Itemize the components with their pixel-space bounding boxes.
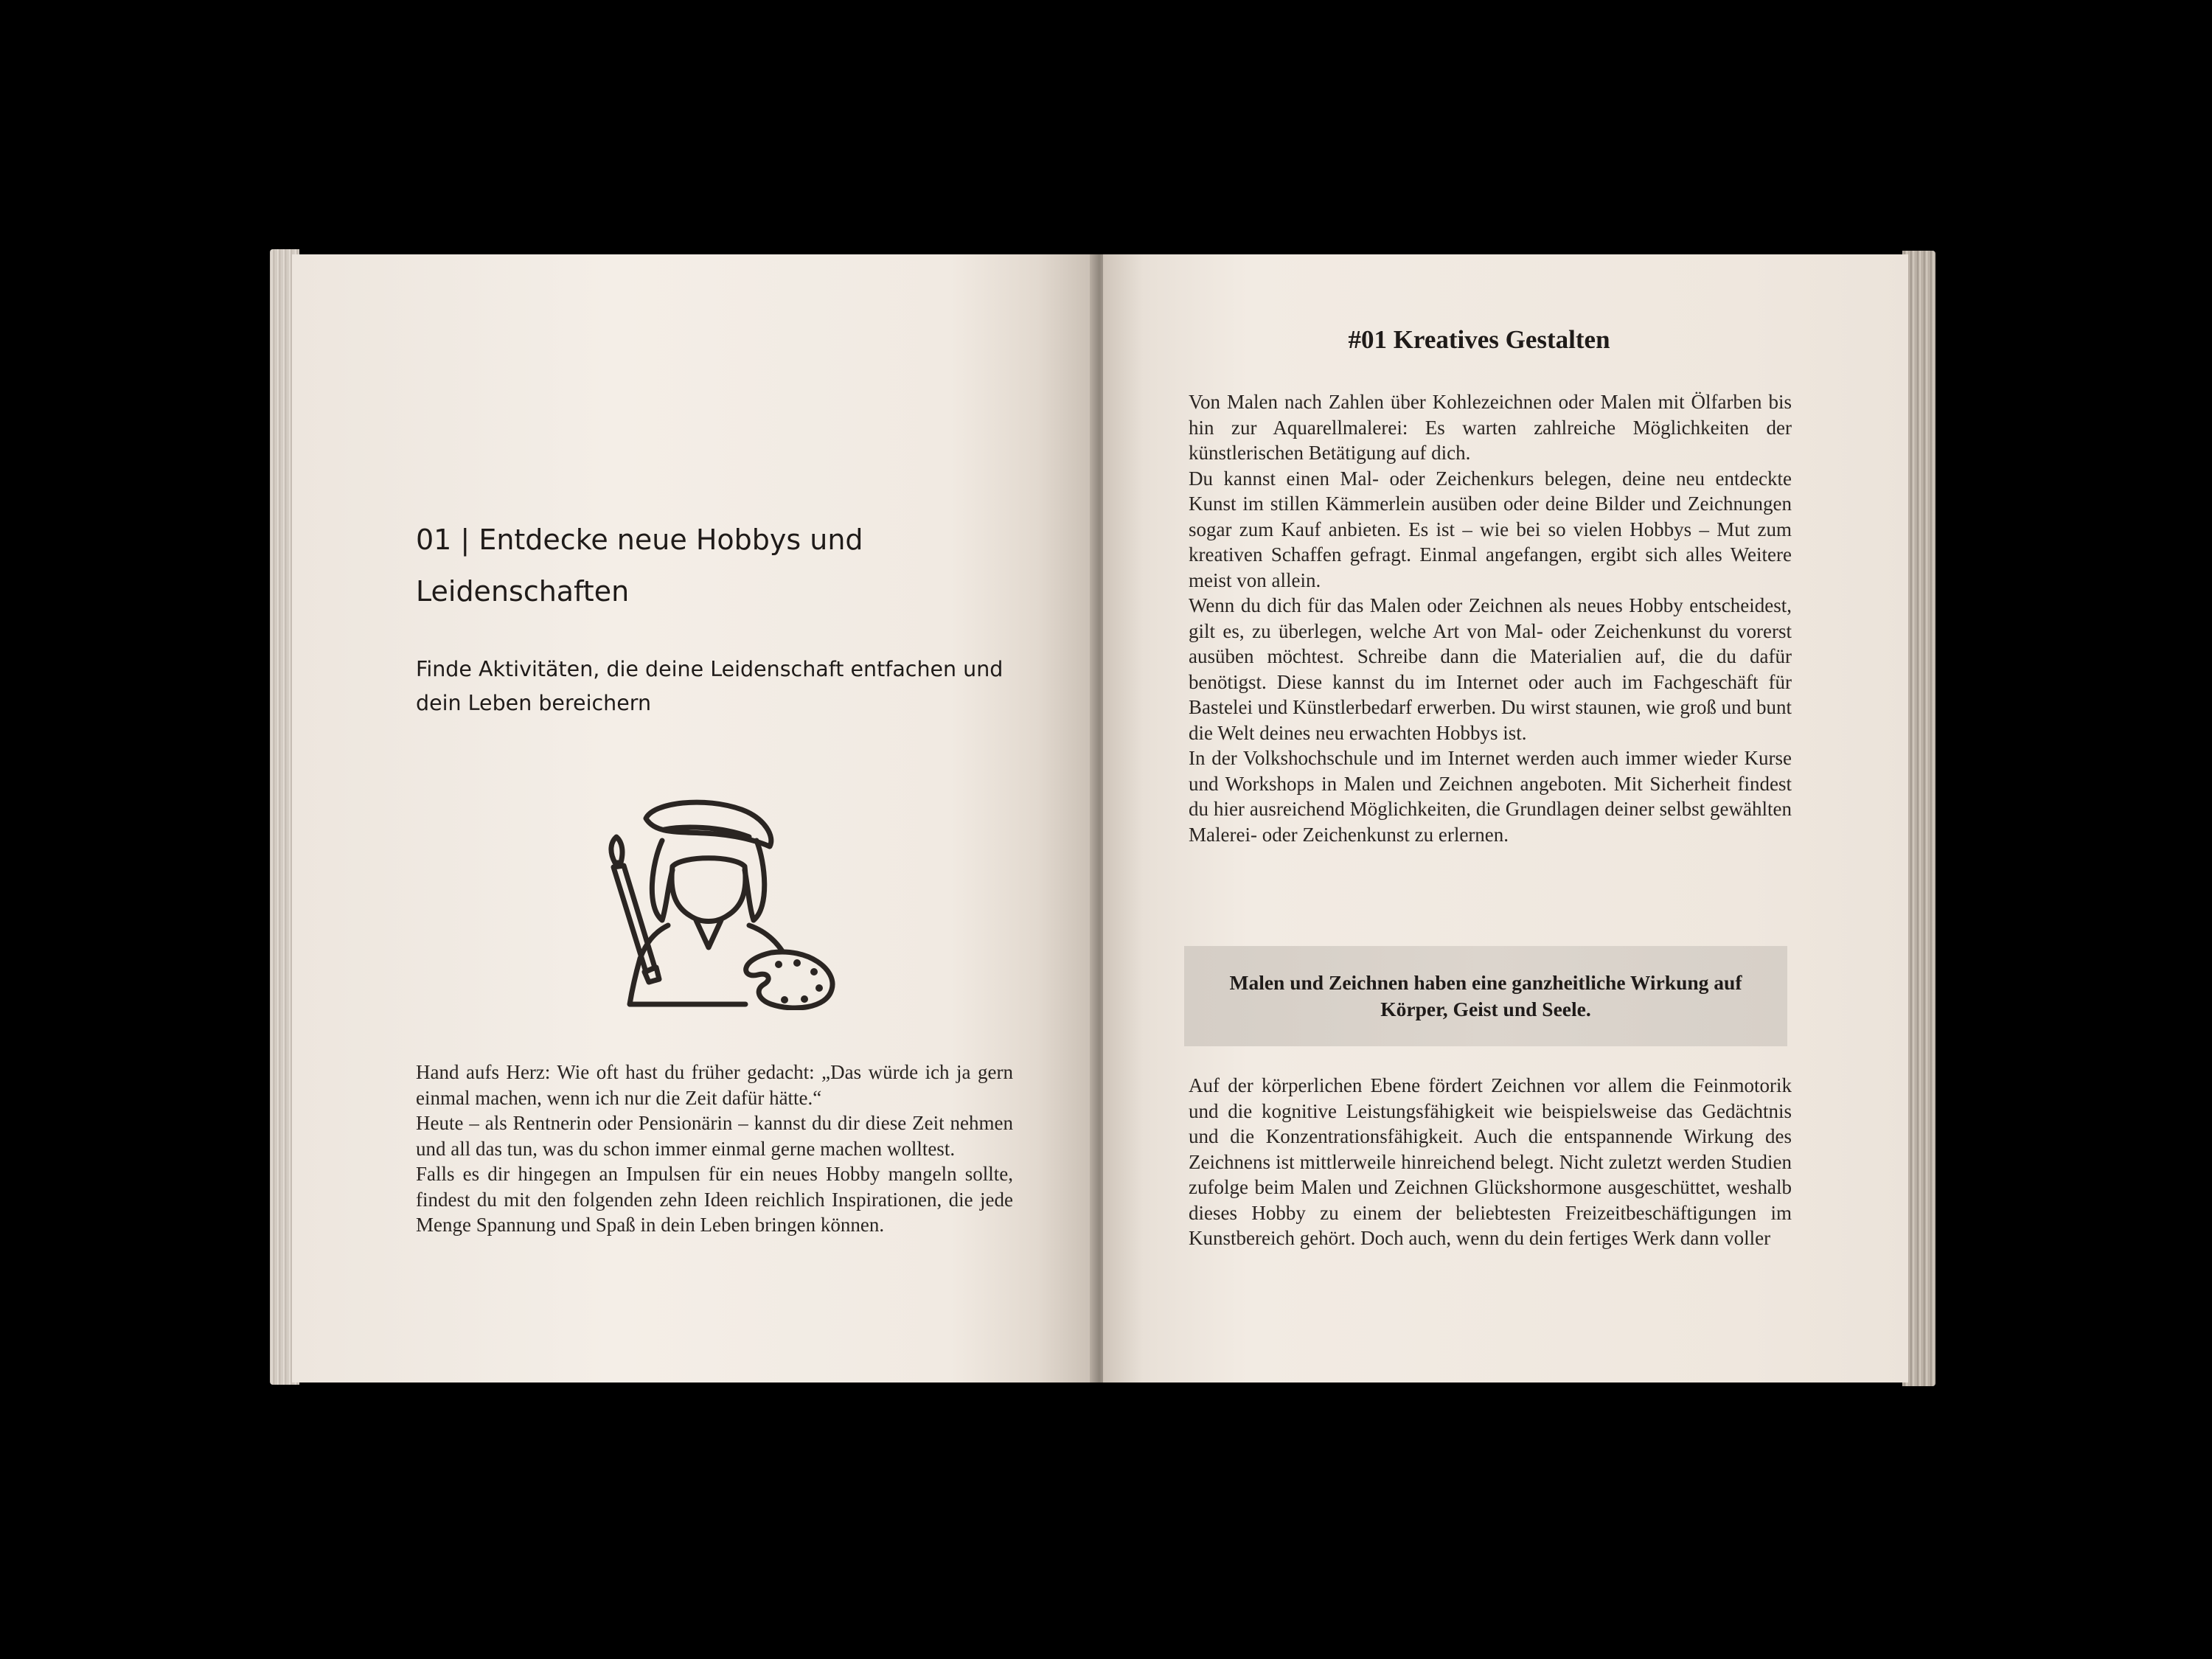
paragraph: Heute – als Rentnerin oder Pensionärin – kannst du dir diese Zeit nehmen und all das tun, was du schon immer einmal gerne machen wolltest. [416,1112,1013,1160]
left-page-body [416,1060,1013,1238]
paragraph: Hand aufs Herz: Wie oft hast du früher gedacht: „Das würde ich ja gern einmal machen, wenn ich nur die Zeit dafür hätte.“ [416,1061,1013,1109]
paragraph: In der Volkshochschule und im Internet werden auch immer wieder Kurse und Workshops in Malen und Zeichnen angeboten. Mit Sicherheit findest du hier ausreichend Möglichkeiten, die Grundlagen deiner selbst gewählten Malerei- oder Zeichenkunst zu erlernen. [1189,747,1792,846]
highlight-box [1184,946,1787,1046]
highlight-text: Malen und Zeichnen haben eine ganzheitliche Wirkung auf Körper, Geist und Seele. [1229,971,1742,1020]
right-page-body [1189,389,1792,847]
paragraph: Wenn du dich für das Malen oder Zeichnen als neues Hobby entscheidest, gilt es, zu überlegen, welche Art von Mal- oder Zeichenkunst du vorerst ausüben möchtest. Schreibe dann die Materialien auf, die du dafür benötigst. Diese kannst du im Internet oder auch im Fachgeschäft für Bastelei und Künstlerbedarf erwerben. Du wirst staunen, wie groß und bunt die Welt deines neu erwachten Hobbys ist. [1189,594,1792,744]
section-title: #01 Kreatives Gestalten [1348,325,1610,354]
painter-with-brush-and-palette-icon [594,796,845,1010]
right-page [1103,254,1908,1382]
right-page-body-continued [1189,1073,1792,1251]
paragraph: Du kannst einen Mal- oder Zeichenkurs belegen, deine neu entdeckte Kunst im stillen Kämmerlein ausüben oder deine Bilder und Zeichnungen sogar zum Kauf anbieten. Es ist – wie bei so vielen Hobbys – Mut zum kreativen Schaffen gefragt. Einmal angefangen, ergibt sich alles Weitere meist von allein. [1189,467,1792,591]
paragraph: Falls es dir hingegen an Impulsen für ein neues Hobby mangeln sollte, findest du mit den folgenden zehn Ideen reichlich Inspirationen, die jede Menge Spannung und Spaß in dein Leben bringen können. [416,1163,1013,1236]
paragraph: Auf der körperlichen Ebene fördert Zeichnen vor allem die Feinmotorik und die kognitive Leistungsfähigkeit wie beispielsweise das Gedächtnis und die Konzentrationsfähigkeit. Auch die entspannende Wirkung des Zeichnens ist mittlerweile hinreichend belegt. Nicht zuletzt werden Studien zufolge beim Malen und Zeichnen Glückshormone ausgeschüttet, weshalb dieses Hobby zu einem der beliebtesten Freizeitbeschäftigungen im Kunstbereich gehört. Doch auch, wenn du dein fertiges Werk dann voller [1189,1074,1792,1249]
paragraph: Von Malen nach Zahlen über Kohlezeichnen oder Malen mit Ölfarben bis hin zur Aquarellmalerei: Es warten zahlreiche Möglichkeiten der künstlerischen Betätigung auf dich. [1189,391,1792,464]
chapter-title: 01 | Entdecke neue Hobbys und Leidenschaften [416,524,863,608]
chapter-subtitle: Finde Aktivitäten, die deine Leidenschaft entfachen und dein Leben bereichern [416,657,1004,715]
left-page [292,254,1094,1382]
